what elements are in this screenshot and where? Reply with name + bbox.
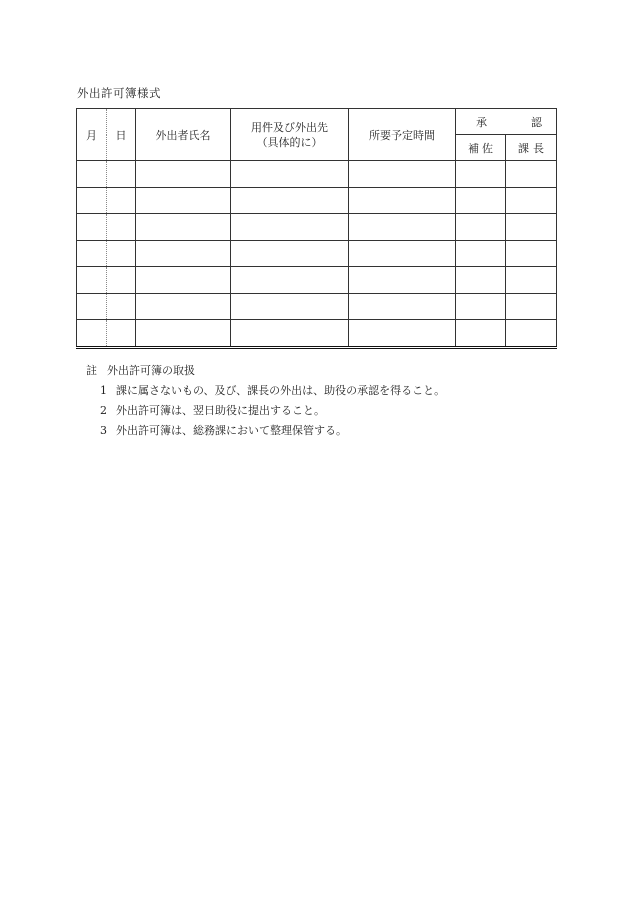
cell-purpose	[231, 240, 349, 267]
cell-day	[107, 320, 136, 348]
cell-day	[107, 240, 136, 267]
cell-chief-approval	[506, 240, 557, 267]
cell-day	[107, 161, 136, 188]
header-day: 日	[107, 109, 136, 161]
header-name: 外出者氏名	[136, 109, 231, 161]
header-approval	[456, 109, 557, 135]
cell-month	[77, 267, 107, 294]
cell-month	[77, 293, 107, 320]
cell-name	[136, 267, 231, 294]
header-chief-left: 課	[518, 141, 529, 155]
cell-time	[349, 187, 456, 214]
cell-time	[349, 320, 456, 348]
cell-chief-approval	[506, 320, 557, 348]
cell-assistant-approval	[456, 161, 506, 188]
note-number: 2	[100, 404, 107, 417]
cell-purpose	[231, 187, 349, 214]
cell-name	[136, 293, 231, 320]
table-row	[77, 187, 557, 214]
header-approval-left: 承	[476, 115, 487, 129]
cell-purpose	[231, 293, 349, 320]
note-text: 課に属さないもの、及び、課長の外出は、助役の承認を得ること。	[116, 384, 446, 397]
notes-title: 外出許可簿の取扱	[107, 364, 195, 377]
cell-chief-approval	[506, 187, 557, 214]
header-chief	[506, 135, 557, 161]
cell-month	[77, 214, 107, 241]
note-text: 外出許可簿は、総務課において整理保管する。	[116, 424, 347, 437]
form-title: 外出許可簿様式	[77, 86, 161, 100]
header-purpose-line2: （具体的に）	[256, 135, 323, 149]
header-purpose-line1: 用件及び外出先	[251, 120, 328, 134]
note-number: 3	[100, 424, 107, 437]
notes-heading	[86, 361, 445, 381]
outing-register-table	[76, 108, 557, 349]
cell-assistant-approval	[456, 187, 506, 214]
header-purpose	[231, 109, 349, 161]
notes-section	[86, 361, 445, 441]
note-item	[86, 381, 445, 401]
cell-chief-approval	[506, 214, 557, 241]
cell-day	[107, 293, 136, 320]
cell-day	[107, 267, 136, 294]
cell-purpose	[231, 320, 349, 348]
header-month: 月	[77, 109, 107, 161]
table-row	[77, 267, 557, 294]
note-number: 1	[100, 384, 107, 397]
cell-assistant-approval	[456, 320, 506, 348]
table-row	[77, 240, 557, 267]
cell-assistant-approval	[456, 240, 506, 267]
cell-name	[136, 161, 231, 188]
cell-purpose	[231, 267, 349, 294]
cell-time	[349, 293, 456, 320]
header-assistant	[456, 135, 506, 161]
header-assistant-left: 補	[468, 141, 479, 155]
notes-label: 註	[86, 364, 97, 377]
table-row	[77, 320, 557, 348]
cell-month	[77, 320, 107, 348]
cell-purpose	[231, 161, 349, 188]
cell-chief-approval	[506, 293, 557, 320]
note-text: 外出許可簿は、翌日助役に提出すること。	[116, 404, 325, 417]
cell-month	[77, 240, 107, 267]
note-item	[86, 401, 445, 421]
cell-time	[349, 214, 456, 241]
header-time: 所要予定時間	[349, 109, 456, 161]
cell-name	[136, 187, 231, 214]
cell-time	[349, 161, 456, 188]
cell-name	[136, 320, 231, 348]
note-item	[86, 421, 445, 441]
cell-day	[107, 214, 136, 241]
cell-assistant-approval	[456, 267, 506, 294]
cell-assistant-approval	[456, 293, 506, 320]
cell-time	[349, 267, 456, 294]
table-row	[77, 293, 557, 320]
cell-time	[349, 240, 456, 267]
cell-assistant-approval	[456, 214, 506, 241]
header-assistant-right: 佐	[482, 141, 493, 155]
header-approval-right: 認	[531, 115, 542, 129]
cell-purpose	[231, 214, 349, 241]
cell-month	[77, 161, 107, 188]
cell-day	[107, 187, 136, 214]
cell-name	[136, 214, 231, 241]
cell-name	[136, 240, 231, 267]
cell-chief-approval	[506, 267, 557, 294]
table-row	[77, 161, 557, 188]
cell-month	[77, 187, 107, 214]
header-chief-right: 長	[533, 141, 544, 155]
table-row	[77, 214, 557, 241]
cell-chief-approval	[506, 161, 557, 188]
register-body	[77, 161, 557, 348]
